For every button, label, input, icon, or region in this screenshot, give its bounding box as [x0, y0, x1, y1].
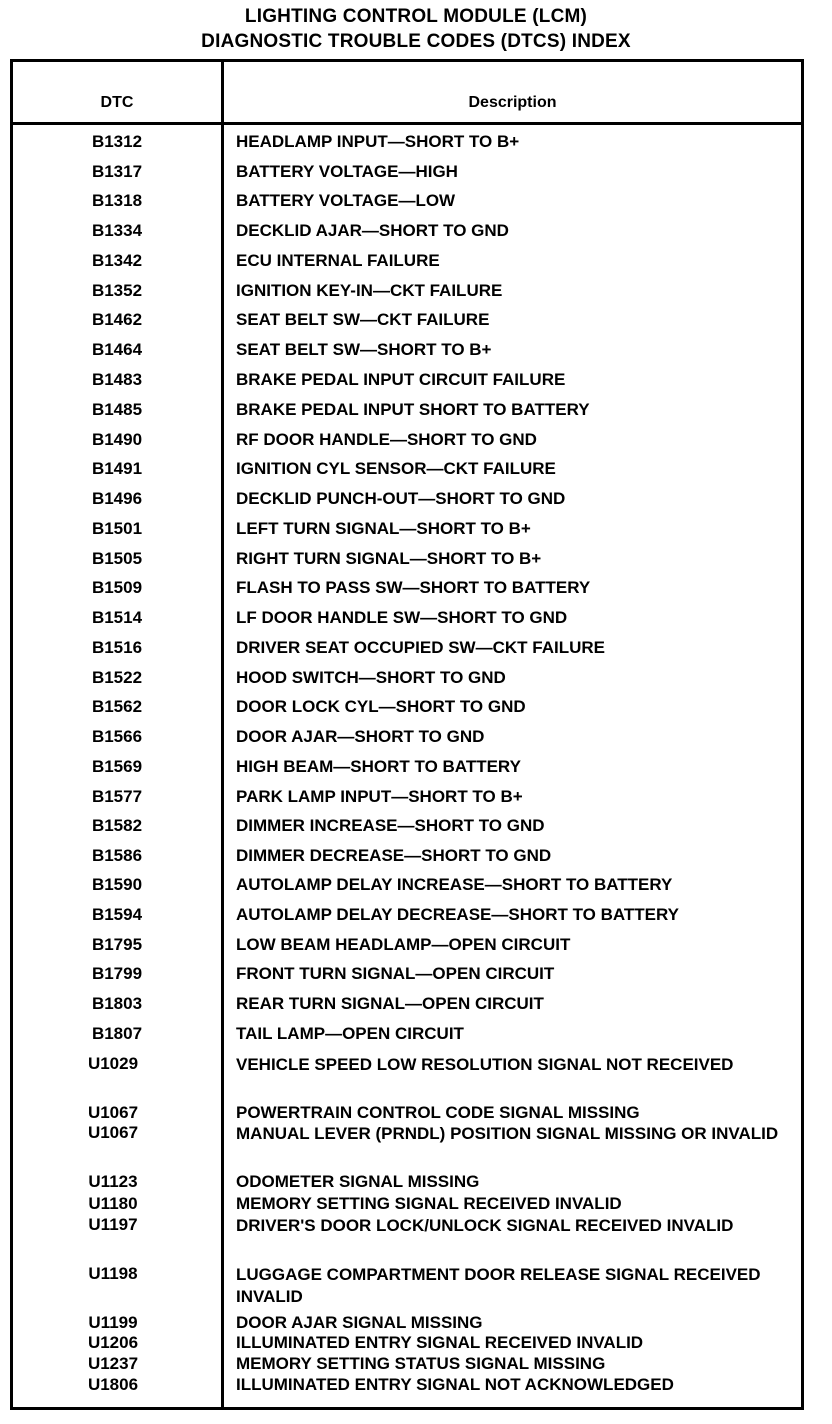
- dtc-code: U1199: [88, 1313, 138, 1332]
- dtc-description: DOOR AJAR—SHORT TO GND: [236, 727, 485, 746]
- dtc-code: B1483: [91, 370, 143, 389]
- dtc-description: DOOR LOCK CYL—SHORT TO GND: [236, 697, 526, 716]
- dtc-description: FLASH TO PASS SW—SHORT TO BATTERY: [236, 578, 591, 597]
- dtc-code: B1590: [91, 875, 143, 894]
- dtc-description: HIGH BEAM—SHORT TO BATTERY: [236, 757, 521, 776]
- dtc-description: BATTERY VOLTAGE—LOW: [236, 191, 456, 210]
- dtc-column-header: DTC: [100, 94, 134, 111]
- dtc-description: BRAKE PEDAL INPUT CIRCUIT FAILURE: [236, 370, 566, 389]
- dtc-code: B1562: [91, 697, 143, 716]
- description-column-header: Description: [468, 94, 557, 111]
- dtc-code: B1464: [91, 340, 143, 359]
- dtc-description: DECKLID PUNCH-OUT—SHORT TO GND: [236, 489, 566, 508]
- dtc-description: HOOD SWITCH—SHORT TO GND: [236, 668, 506, 687]
- dtc-description: ILLUMINATED ENTRY SIGNAL NOT ACKNOWLEDGED: [236, 1375, 674, 1394]
- dtc-code: B1501: [91, 519, 143, 538]
- dtc-description: BRAKE PEDAL INPUT SHORT TO BATTERY: [236, 400, 590, 419]
- dtc-code: B1807: [91, 1024, 143, 1043]
- dtc-code: U1206: [87, 1333, 139, 1352]
- dtc-code: B1352: [91, 281, 143, 300]
- dtc-description: MEMORY SETTING SIGNAL RECEIVED INVALID: [236, 1194, 622, 1213]
- dtc-description: ECU INTERNAL FAILURE: [236, 251, 440, 270]
- dtc-code: B1496: [91, 489, 143, 508]
- dtc-code: B1795: [91, 935, 143, 954]
- dtc-code: U1197: [88, 1215, 138, 1234]
- dtc-description: IGNITION KEY-IN—CKT FAILURE: [236, 281, 503, 300]
- dtc-code: U1067: [87, 1123, 139, 1142]
- dtc-code: B1342: [91, 251, 143, 270]
- dtc-description: PARK LAMP INPUT—SHORT TO B+: [236, 787, 523, 806]
- dtc-description: POWERTRAIN CONTROL CODE SIGNAL MISSING: [236, 1103, 640, 1122]
- dtc-code: U1067: [87, 1103, 139, 1122]
- dtc-description: RIGHT TURN SIGNAL—SHORT TO B+: [236, 549, 542, 568]
- dtc-description: DIMMER DECREASE—SHORT TO GND: [236, 846, 552, 865]
- dtc-description: DECKLID AJAR—SHORT TO GND: [236, 221, 509, 240]
- dtc-code: B1317: [91, 162, 143, 181]
- dtc-code: B1485: [91, 400, 143, 419]
- dtc-code: B1490: [91, 430, 143, 449]
- dtc-description: LOW BEAM HEADLAMP—OPEN CIRCUIT: [236, 935, 571, 954]
- dtc-description: MANUAL LEVER (PRNDL) POSITION SIGNAL MISSING OR INVALID: [236, 1124, 779, 1143]
- dtc-code: U1237: [87, 1354, 139, 1373]
- dtc-description: DOOR AJAR SIGNAL MISSING: [236, 1313, 483, 1332]
- page-title-line-1: LIGHTING CONTROL MODULE (LCM): [244, 6, 588, 27]
- dtc-code: B1522: [91, 668, 143, 687]
- dtc-code: B1516: [91, 638, 143, 657]
- dtc-description: REAR TURN SIGNAL—OPEN CIRCUIT: [236, 994, 544, 1013]
- dtc-description: LEFT TURN SIGNAL—SHORT TO B+: [236, 519, 531, 538]
- dtc-description: AUTOLAMP DELAY INCREASE—SHORT TO BATTERY: [236, 875, 673, 894]
- dtc-description: DRIVER SEAT OCCUPIED SW—CKT FAILURE: [236, 638, 605, 657]
- dtc-code: U1198: [88, 1264, 138, 1283]
- dtc-code: U1806: [87, 1375, 139, 1394]
- dtc-code: B1799: [91, 964, 143, 983]
- dtc-description: LF DOOR HANDLE SW—SHORT TO GND: [236, 608, 568, 627]
- dtc-code: B1514: [91, 608, 143, 627]
- dtc-code: B1462: [91, 310, 143, 329]
- dtc-code: U1180: [88, 1194, 138, 1213]
- dtc-code: B1569: [91, 757, 143, 776]
- dtc-description: FRONT TURN SIGNAL—OPEN CIRCUIT: [236, 964, 555, 983]
- dtc-code: B1334: [91, 221, 143, 240]
- dtc-description: VEHICLE SPEED LOW RESOLUTION SIGNAL NOT RECEIVED: [236, 1055, 734, 1074]
- dtc-code: B1803: [91, 994, 143, 1013]
- dtc-description: HEADLAMP INPUT—SHORT TO B+: [236, 132, 520, 151]
- dtc-code: U1029: [87, 1054, 139, 1073]
- dtc-description: DRIVER'S DOOR LOCK/UNLOCK SIGNAL RECEIVED INVALID: [236, 1216, 734, 1235]
- page-title-line-2: DIAGNOSTIC TROUBLE CODES (DTCS) INDEX: [201, 31, 631, 52]
- dtc-code: U1123: [88, 1172, 138, 1191]
- dtc-code: B1566: [91, 727, 143, 746]
- dtc-code: B1509: [91, 578, 143, 597]
- dtc-description: DIMMER INCREASE—SHORT TO GND: [236, 816, 545, 835]
- dtc-code: B1594: [91, 905, 143, 924]
- dtc-description: SEAT BELT SW—SHORT TO B+: [236, 340, 492, 359]
- dtc-description: BATTERY VOLTAGE—HIGH: [236, 162, 458, 181]
- header-rule: [13, 122, 801, 125]
- dtc-description: MEMORY SETTING STATUS SIGNAL MISSING: [236, 1354, 606, 1373]
- dtc-code: B1577: [91, 787, 143, 806]
- dtc-description: ILLUMINATED ENTRY SIGNAL RECEIVED INVALID: [236, 1333, 644, 1352]
- dtc-description: SEAT BELT SW—CKT FAILURE: [236, 310, 490, 329]
- dtc-description: ODOMETER SIGNAL MISSING: [236, 1172, 480, 1191]
- dtc-description: RF DOOR HANDLE—SHORT TO GND: [236, 430, 537, 449]
- column-divider: [221, 62, 224, 1407]
- dtc-code: B1505: [91, 549, 143, 568]
- dtc-code: B1312: [91, 132, 143, 151]
- dtc-code: B1318: [91, 191, 143, 210]
- dtc-description: AUTOLAMP DELAY DECREASE—SHORT TO BATTERY: [236, 905, 679, 924]
- dtc-code: B1491: [91, 459, 143, 478]
- dtc-description: IGNITION CYL SENSOR—CKT FAILURE: [236, 459, 556, 478]
- dtc-code: B1582: [91, 816, 143, 835]
- dtc-description: TAIL LAMP—OPEN CIRCUIT: [236, 1024, 464, 1043]
- dtc-code: B1586: [91, 846, 143, 865]
- dtc-description: LUGGAGE COMPARTMENT DOOR RELEASE SIGNAL RECEIVED INVALID: [236, 1265, 761, 1306]
